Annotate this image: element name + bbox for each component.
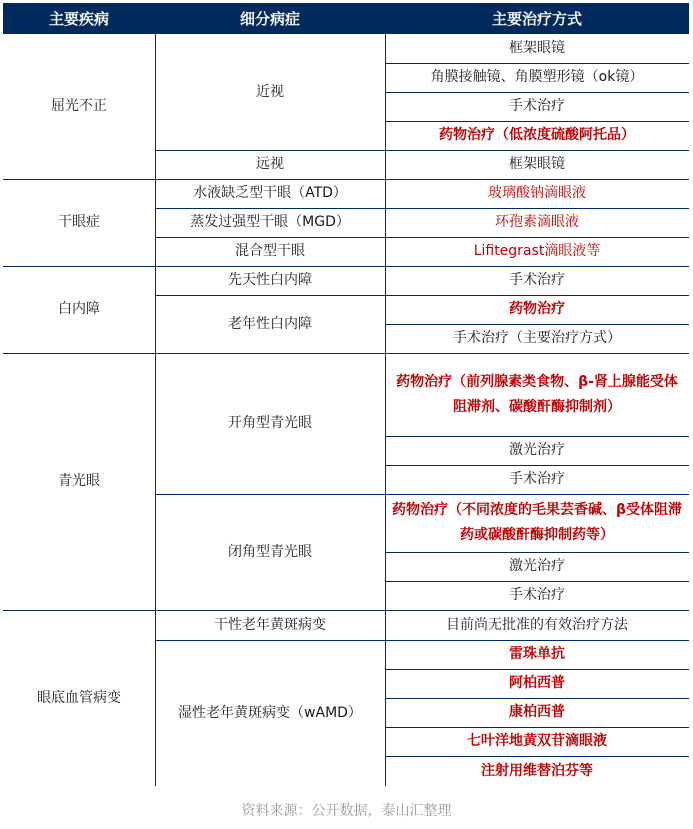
- source-note: 资料来源：公开数据，泰山汇整理: [241, 803, 452, 819]
- disease-cataract: 白内障: [58, 301, 100, 317]
- treatment-cell-highlight: 康柏西普: [509, 704, 565, 720]
- subtype-wet-amd: 湿性老年黄斑病变（wAMD）: [178, 704, 362, 721]
- treatment-cell-highlight: 注射用维替泊芬等: [481, 762, 593, 779]
- subtype-mgd: 蒸发过强型干眼（MGD）: [190, 214, 350, 230]
- subtype-open-angle: 开角型青光眼: [228, 415, 312, 431]
- row-divider: [155, 208, 689, 209]
- group-divider: [3, 179, 689, 180]
- treatment-cell-highlight: Lifitegrast滴眼液等: [473, 243, 601, 259]
- treatment-cell: 手术治疗: [509, 98, 565, 114]
- disease-glaucoma: 青光眼: [58, 473, 100, 489]
- treatment-cell-highlight: 药物治疗（不同浓度的毛果芸香碱、β受体阻滞药或碳酸酐酶抑制药等）: [391, 502, 683, 543]
- treatment-cell-highlight: 药物治疗: [509, 301, 565, 317]
- treatment-cell-highlight: 药物治疗（低浓度硫酸阿托品）: [439, 127, 635, 143]
- row-divider: [385, 552, 689, 553]
- subtype-mixed: 混合型干眼: [235, 243, 305, 259]
- disease-refractive: 屈光不正: [51, 98, 107, 114]
- treatment-cell-highlight: 药物治疗（前列腺素类食物、β-肾上腺能受体阻滞剂、碳酸酐酶抑制剂）: [396, 373, 678, 415]
- treatment-cell: 手术治疗: [509, 471, 565, 487]
- treatment-cell-highlight: 七叶洋地黄双苷滴眼液: [467, 733, 607, 749]
- header-disease: 主要疾病: [3, 3, 155, 34]
- row-divider: [385, 727, 689, 728]
- header-subtype: 细分病症: [155, 3, 385, 34]
- row-divider: [155, 237, 689, 238]
- row-divider: [385, 63, 689, 64]
- treatment-cell: 激光治疗: [509, 442, 565, 458]
- treatment-cell: 角膜接触镜、角膜塑形镜（ok镜）: [430, 69, 644, 85]
- subtype-atd: 水液缺乏型干眼（ATD）: [193, 185, 347, 201]
- row-divider: [385, 324, 689, 325]
- subtype-congenital-cataract: 先天性白内障: [228, 272, 312, 288]
- column-divider: [155, 34, 156, 786]
- treatment-cell: 框架眼镜: [509, 156, 565, 172]
- treatment-cell: 框架眼镜: [509, 40, 565, 56]
- row-divider: [155, 640, 689, 641]
- treatment-cell-highlight: 环孢素滴眼液: [495, 214, 579, 230]
- subtype-hyperopia: 远视: [256, 156, 284, 172]
- group-divider: [3, 266, 689, 267]
- treatment-cell: 目前尚无批准的有效治疗方法: [446, 616, 628, 633]
- treatment-cell-highlight: 玻璃酸钠滴眼液: [488, 185, 586, 201]
- column-divider: [385, 34, 386, 786]
- treatment-cell-highlight: 雷珠单抗: [509, 646, 565, 662]
- row-divider: [385, 92, 689, 93]
- group-divider: [3, 353, 689, 354]
- treatment-cell-highlight: 阿柏西普: [509, 675, 565, 691]
- row-divider: [385, 121, 689, 122]
- row-divider: [155, 295, 689, 296]
- subtype-dry-amd: 干性老年黄斑病变: [214, 616, 326, 633]
- row-divider: [385, 756, 689, 757]
- row-divider: [385, 581, 689, 582]
- treatment-cell: 手术治疗: [509, 272, 565, 288]
- treatment-cell: 手术治疗（主要治疗方式）: [453, 330, 621, 346]
- group-divider: [3, 610, 689, 611]
- treatment-cell: 激光治疗: [509, 558, 565, 574]
- row-divider: [385, 698, 689, 699]
- subtype-myopia: 近视: [256, 83, 284, 100]
- subtype-senile-cataract: 老年性白内障: [228, 315, 312, 332]
- subtype-closed-angle: 闭角型青光眼: [228, 543, 312, 560]
- row-divider: [155, 494, 689, 495]
- treatment-cell: 手术治疗: [509, 587, 565, 603]
- disease-fundus: 眼底血管病变: [37, 689, 121, 706]
- header-treatment: 主要治疗方式: [385, 3, 689, 34]
- disease-dry-eye: 干眼症: [58, 214, 100, 230]
- row-divider: [385, 465, 689, 466]
- row-divider: [385, 669, 689, 670]
- row-divider: [385, 436, 689, 437]
- row-divider: [155, 150, 689, 151]
